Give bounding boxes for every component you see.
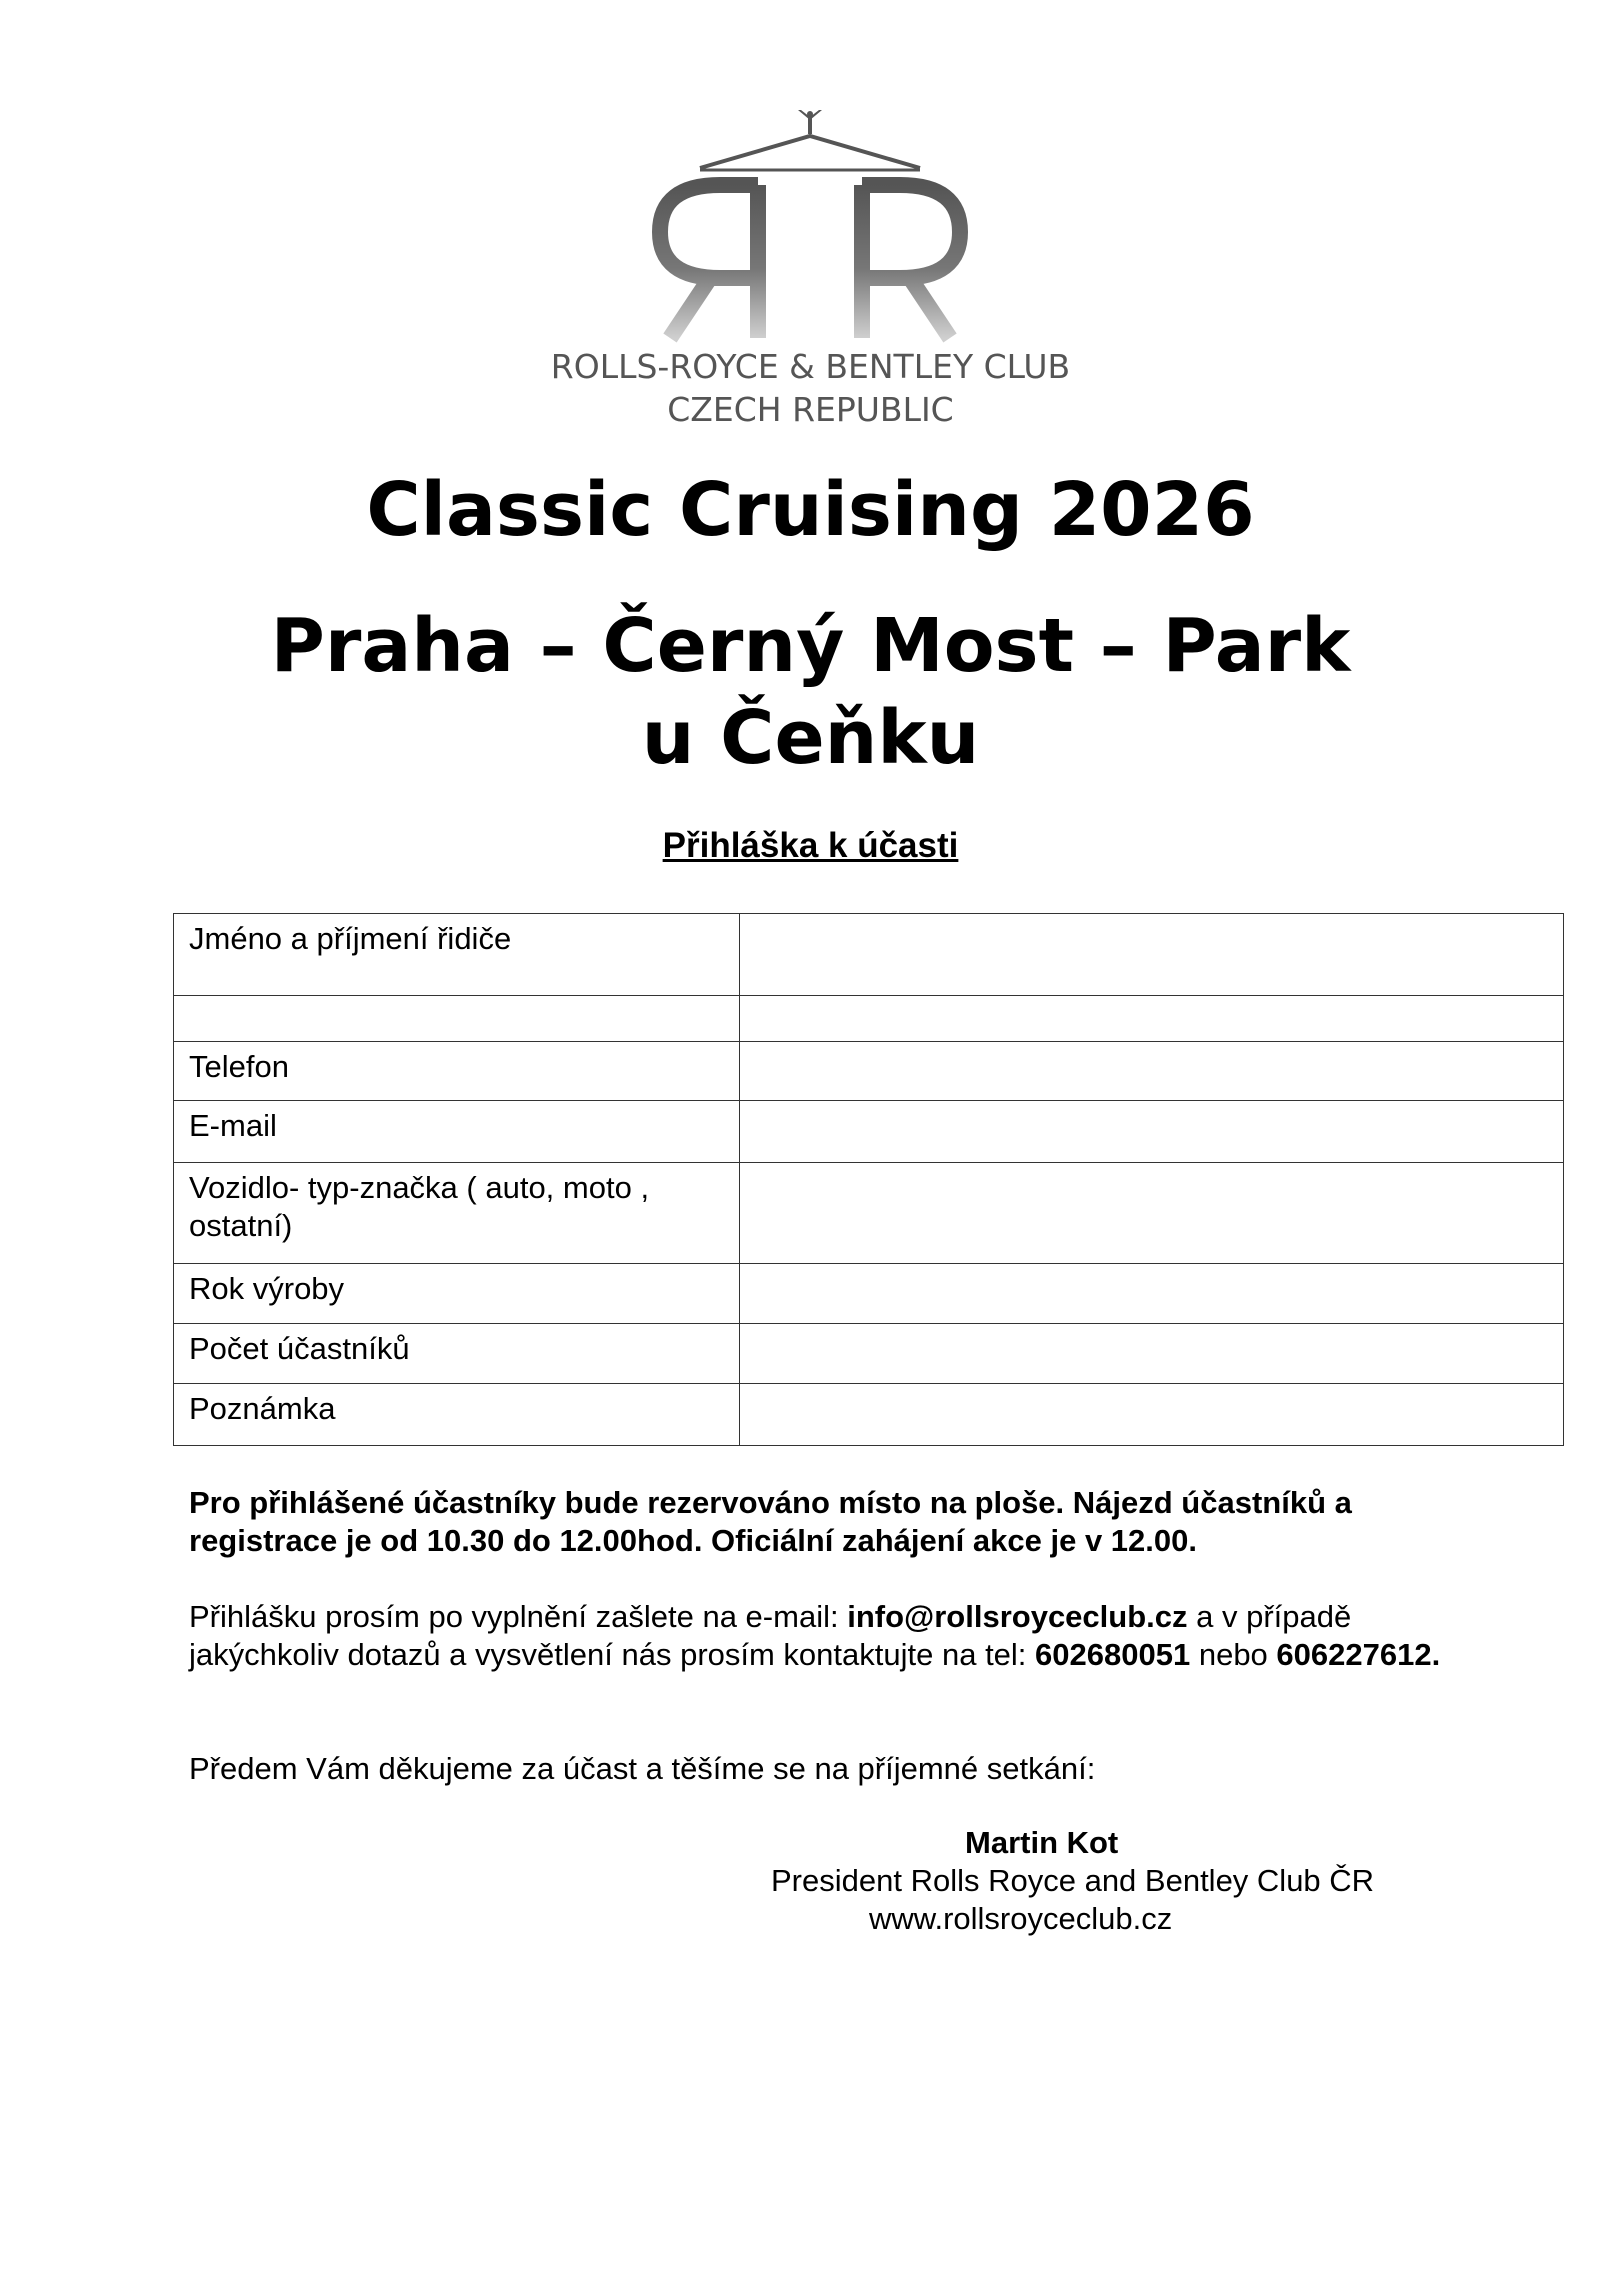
table-row	[174, 914, 1564, 996]
field-label: E-mail	[174, 1101, 740, 1163]
event-location-line1: Praha – Černý Most – Park	[270, 603, 1351, 689]
table-row	[174, 996, 1564, 1042]
signature-role: President Rolls Royce and Bentley Club ČR	[771, 1863, 1375, 1898]
contact-phone-1: 602680051	[1035, 1637, 1191, 1672]
signature-website[interactable]: www.rollsroyceclub.cz	[869, 1901, 1173, 1936]
signature-name: Martin Kot	[965, 1825, 1119, 1860]
thanks-text: Předem Vám děkujeme za účast a těšíme se na příjemné setkání:	[189, 1751, 1096, 1786]
vehicle-field[interactable]	[740, 1163, 1564, 1264]
field-label: Poznámka	[174, 1384, 740, 1446]
table-row	[174, 1042, 1564, 1101]
field-label: Telefon	[174, 1042, 740, 1101]
table-row	[174, 1324, 1564, 1384]
event-location-line2: u Čeňku	[641, 695, 980, 781]
club-name-line1: ROLLS-ROYCE & BENTLEY CLUB	[550, 347, 1071, 386]
field-label: Jméno a příjmení řidiče	[174, 914, 740, 996]
table-row	[174, 1101, 1564, 1163]
form-heading: Přihláška k účasti	[662, 826, 959, 865]
table-row	[174, 1163, 1564, 1264]
registration-form-table	[173, 913, 1564, 1446]
email-field[interactable]	[740, 1101, 1564, 1163]
event-location	[0, 600, 1621, 784]
note-field[interactable]	[740, 1384, 1564, 1446]
extra-field[interactable]	[740, 996, 1564, 1042]
field-label: Počet účastníků	[174, 1324, 740, 1384]
club-name-line2: CZECH REPUBLIC	[667, 390, 954, 429]
contact-phone-2: 606227612.	[1276, 1637, 1441, 1672]
field-label	[174, 996, 740, 1042]
table-row	[174, 1384, 1564, 1446]
participants-field[interactable]	[740, 1324, 1564, 1384]
contact-text: a v případě jakýchkoliv dotazů a vysvětlení nás prosím kontaktujte na tel:	[189, 1599, 1352, 1672]
phone-field[interactable]	[740, 1042, 1564, 1101]
contact-email-link[interactable]: info@rollsroyceclub.cz	[847, 1599, 1188, 1634]
contact-text: nebo	[1190, 1637, 1277, 1672]
driver-name-field[interactable]	[740, 914, 1564, 996]
contact-info	[189, 1598, 1469, 1674]
contact-text: Přihlášku prosím po vyplnění zašlete na e-mail:	[189, 1599, 848, 1634]
spirit-figure-icon	[798, 110, 822, 134]
field-label: Vozidlo- typ-značka ( auto, moto , ostatní)	[174, 1163, 740, 1264]
club-logo	[640, 110, 980, 350]
year-field[interactable]	[740, 1264, 1564, 1324]
field-label: Rok výroby	[174, 1264, 740, 1324]
event-title: Classic Cruising 2026	[366, 467, 1255, 553]
reservation-info: Pro přihlášené účastníky bude rezervováno místo na ploše. Nájezd účastníků a registrace je od 10.30 do 12.00hod. Oficiální zahájení akce je v 12.00.	[189, 1485, 1352, 1558]
table-row	[174, 1264, 1564, 1324]
